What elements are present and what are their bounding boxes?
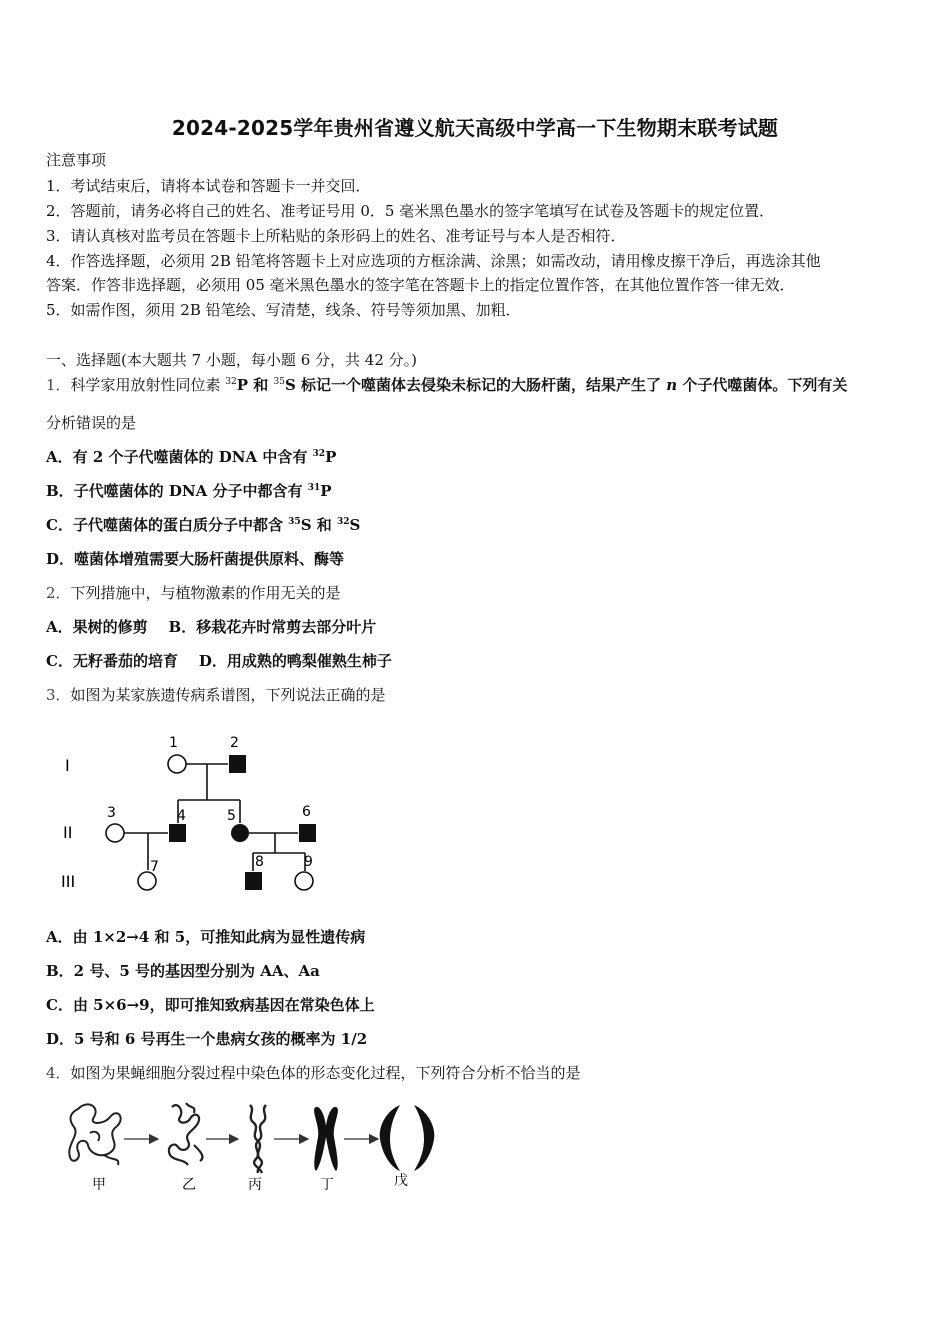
notice-item: 4．作答选择题，必须用 2B 铅笔将答题卡上对应选项的方框涂满、涂黑；如需改动，请用橡皮擦干净后，再选涂其他: [46, 252, 821, 270]
pedigree-individual-8: [245, 872, 262, 890]
option-text: S 和: [300, 516, 337, 534]
option-superscript: 35: [288, 517, 301, 527]
q1-option-c: [46, 515, 360, 535]
pedigree-individual-6: [299, 824, 316, 842]
question-1-stem: [46, 375, 847, 395]
q1-stem-part: 个子代噬菌体。下列有关: [677, 376, 848, 394]
chromatin-stage-1: [69, 1104, 120, 1165]
option-text: C．子代噬菌体的蛋白质分子中都含: [46, 516, 289, 534]
chromatin-stage-2: [169, 1103, 203, 1165]
question-number: 3．: [46, 686, 71, 704]
notice-item: 3．请认真核对监考员在答题卡上所粘贴的条形码上的姓名、准考证号与本人是否相符．: [46, 227, 626, 245]
q1-option-a: [46, 447, 336, 467]
pedigree-individual-2: [229, 755, 246, 773]
pedigree-individual-5: [231, 824, 249, 842]
q3-stem-text: 如图为某家族遗传病系谱图，下列说法正确的是: [70, 686, 386, 704]
option-text: B．子代噬菌体的 DNA 分子中都含有: [46, 482, 308, 500]
stage-label: 丙: [248, 1177, 262, 1193]
q1-option-b: [46, 481, 332, 501]
stage-label: 丁: [320, 1177, 334, 1193]
question-number: 1．: [46, 376, 71, 394]
pedigree-individual-3: [106, 824, 124, 842]
stage-label: 乙: [182, 1177, 196, 1193]
individual-number: 1: [169, 735, 178, 751]
chromatin-stage-3: [250, 1105, 266, 1173]
notice-heading: 注意事项: [46, 151, 107, 169]
generation-label: I: [65, 756, 70, 775]
individual-number: 3: [107, 805, 116, 821]
notice-item: 2．答题前，请务必将自己的姓名、准考证号用 0．5 毫米黑色墨水的签字笔填写在试卷及答题卡的规定位置．: [46, 202, 775, 220]
question-2-stem: [46, 583, 341, 603]
pedigree-individual-4: [169, 824, 186, 842]
stage-label: 戊: [394, 1173, 408, 1189]
q2-stem-text: 下列措施中，与植物激素的作用无关的是: [70, 584, 341, 602]
question-4-stem: [46, 1063, 581, 1083]
option-superscript: 32: [336, 517, 350, 527]
section-heading: 一、选择题(本大题共 7 小题，每小题 6 分，共 42 分。): [46, 351, 417, 369]
individual-number: 2: [230, 735, 239, 751]
q1-superscript: 32: [225, 377, 237, 387]
individual-number: 6: [302, 804, 311, 820]
question-number: 4．: [46, 1064, 71, 1082]
stage-label: 甲: [92, 1177, 106, 1193]
individual-number: 7: [150, 859, 159, 875]
q3-option-d: D．5 号和 6 号再生一个患病女孩的概率为 1/2: [46, 1030, 368, 1048]
q1-stem-part: 科学家用放射性同位素: [70, 376, 226, 394]
q1-option-d: D．噬菌体增殖需要大肠杆菌提供原料、酶等: [46, 550, 345, 568]
q2-options-cd: C．无籽番茄的培育 D．用成熟的鸭梨催熟生柿子: [46, 652, 392, 670]
individual-number: 4: [177, 808, 186, 824]
chromosome-stage-4: [314, 1107, 338, 1171]
option-superscript: 32: [312, 449, 326, 459]
generation-label: II: [63, 823, 73, 842]
q2-options-ab: A．果树的修剪 B．移栽花卉时常剪去部分叶片: [46, 618, 377, 636]
q1-stem-part: S 标记一个噬菌体去侵染未标记的大肠杆菌，结果产生了: [284, 376, 667, 394]
question-1-stem-line2: 分析错误的是: [46, 414, 137, 432]
question-number: 2．: [46, 584, 71, 602]
notice-item: 1．考试结束后，请将本试卷和答题卡一并交回．: [46, 177, 371, 195]
option-text: P: [325, 448, 337, 466]
chromosome-stage-5: [380, 1105, 435, 1171]
q3-option-a: A．由 1×2→4 和 5，可推知此病为显性遗传病: [46, 928, 366, 946]
pedigree-chart: [55, 725, 335, 900]
notice-item: 5．如需作图，须用 2B 铅笔绘、写清楚，线条、符号等须加黑、加粗．: [46, 301, 521, 319]
q4-stem-text: 如图为果蝇细胞分裂过程中染色体的形态变化过程，下列符合分析不恰当的是: [70, 1064, 581, 1082]
option-superscript: 31: [307, 483, 321, 493]
q3-option-c: C．由 5×6→9，即可推知致病基因在常染色体上: [46, 996, 375, 1014]
q1-superscript: 35: [273, 377, 285, 387]
q1-variable-n: n: [666, 376, 678, 394]
option-text: A．有 2 个子代噬菌体的 DNA 中含有: [46, 448, 313, 466]
option-text: S: [349, 516, 361, 534]
page-title: 2024-2025学年贵州省遵义航天高级中学高一下生物期末联考试题: [171, 116, 779, 140]
individual-number: 8: [255, 854, 264, 870]
question-3-stem: [46, 685, 386, 705]
individual-number: 5: [227, 808, 236, 824]
q1-stem-part: P 和: [236, 376, 274, 394]
pedigree-individual-9: [295, 872, 313, 890]
notice-item: 答案．作答非选择题，必须用 05 毫米黑色墨水的签字笔在答题卡上的指定位置作答，在其他位置作答一律无效．: [46, 276, 795, 294]
pedigree-individual-1: [168, 755, 186, 773]
chromosome-diagram: [60, 1095, 450, 1195]
q3-option-b: B．2 号、5 号的基因型分别为 AA、Aa: [46, 962, 320, 980]
generation-label: III: [61, 872, 76, 891]
option-text: P: [320, 482, 332, 500]
individual-number: 9: [304, 854, 313, 870]
